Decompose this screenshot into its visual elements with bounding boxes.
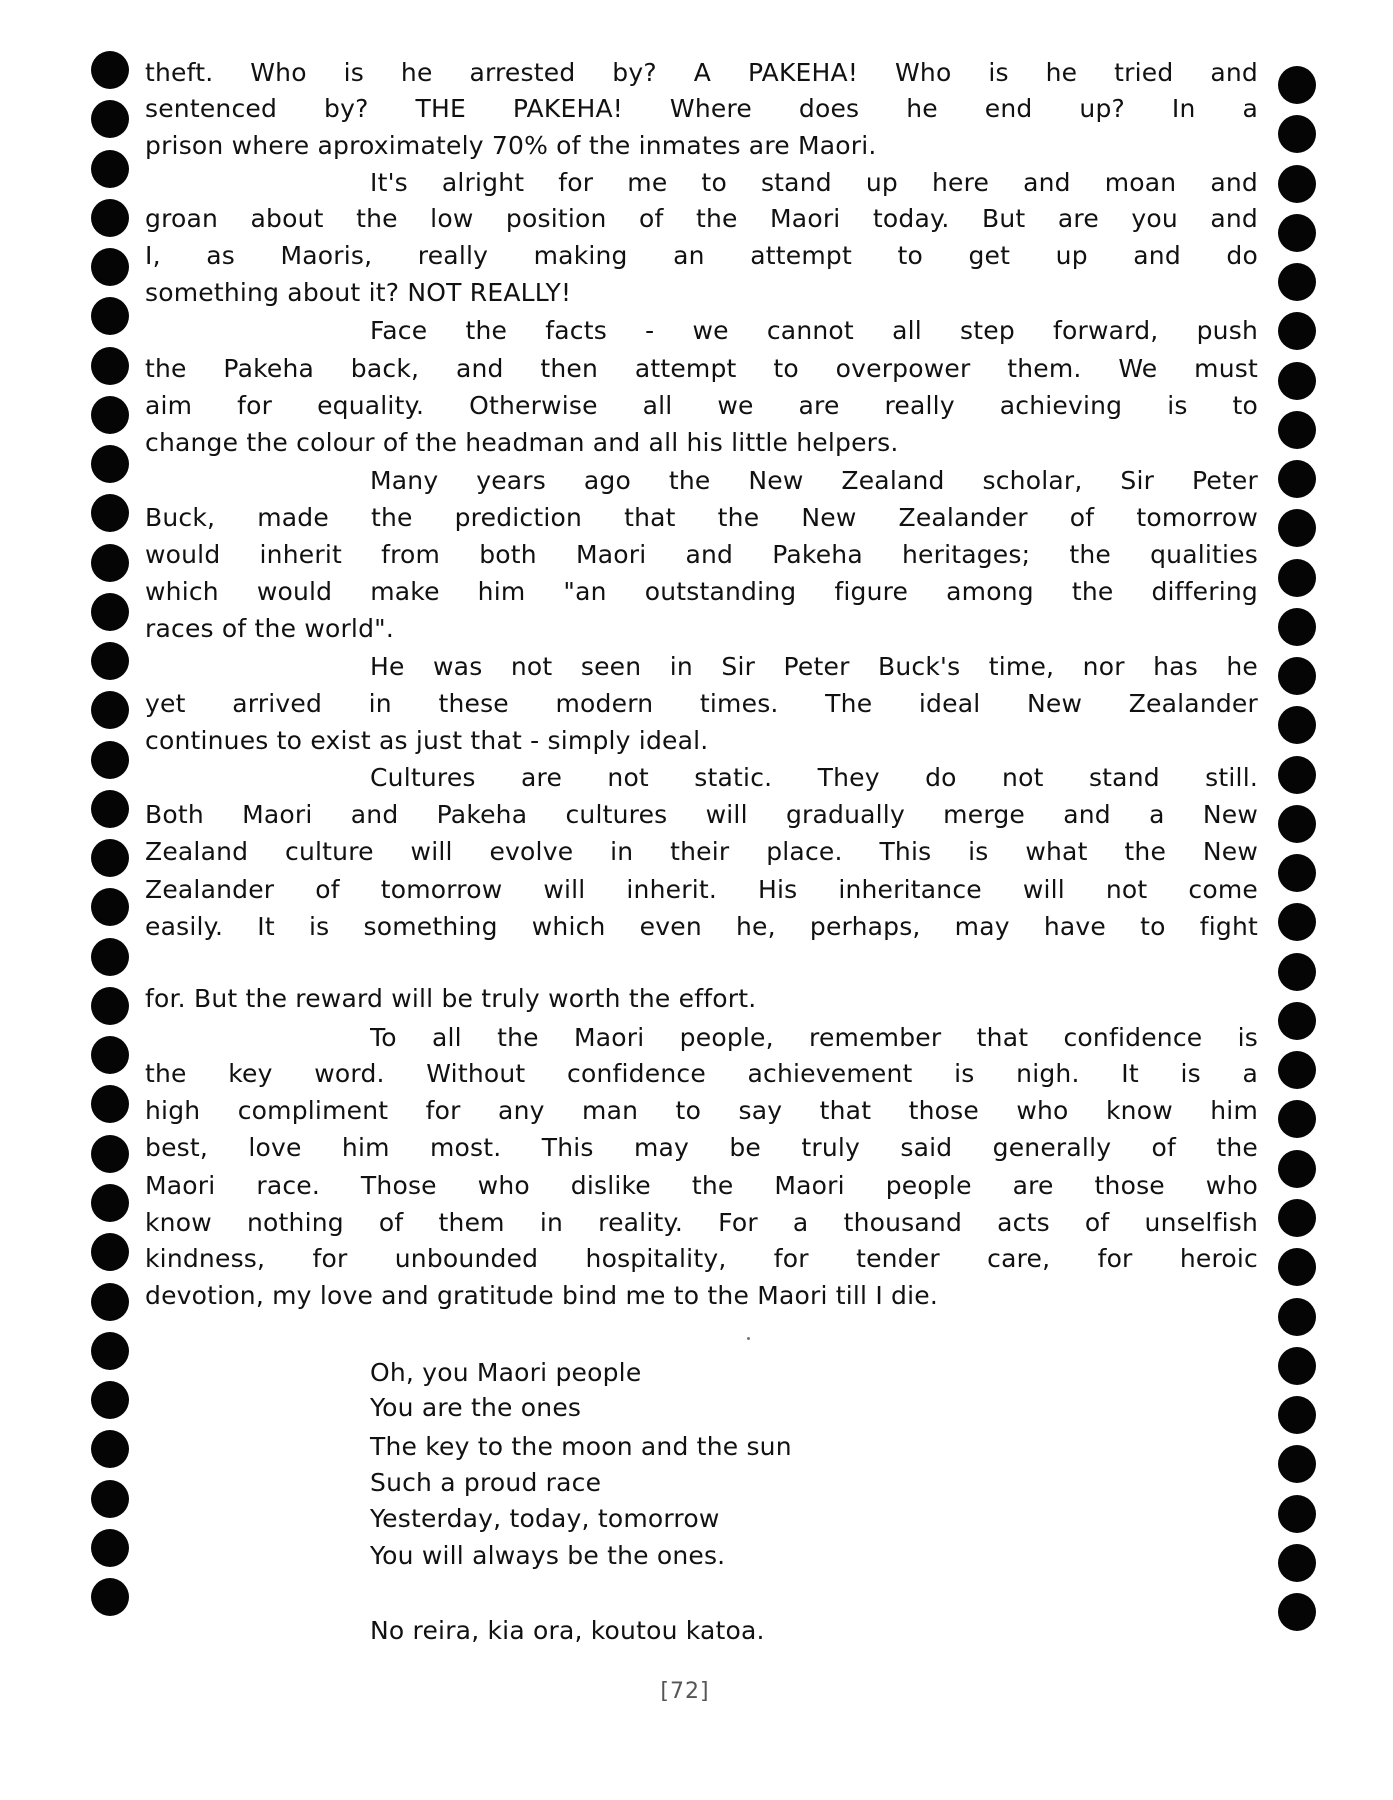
binding-hole — [91, 396, 129, 434]
binding-hole — [1278, 854, 1316, 892]
binding-hole — [1278, 706, 1316, 744]
binding-hole — [1278, 1544, 1316, 1582]
binding-hole — [91, 1135, 129, 1173]
poem-line: The key to the moon and the sun — [370, 1432, 792, 1461]
text-line: sentenced by? THE PAKEHA! Where does he end up? In a — [145, 94, 1258, 123]
binding-hole — [1278, 411, 1316, 449]
binding-hole — [91, 741, 129, 779]
text-line: for. But the reward will be truly worth the effort. — [145, 984, 757, 1013]
text-line: Zealander of tomorrow will inherit. His inheritance will not come — [145, 875, 1258, 904]
binding-hole — [1278, 362, 1316, 400]
binding-hole — [91, 347, 129, 385]
text-line: the Pakeha back, and then attempt to overpower them. We must — [145, 354, 1258, 383]
poem-line: You are the ones — [370, 1393, 582, 1422]
binding-hole — [91, 100, 129, 138]
binding-hole — [91, 199, 129, 237]
binding-hole — [1278, 214, 1316, 252]
binding-hole — [1278, 805, 1316, 843]
text-line: Maori race. Those who dislike the Maori people are those who — [145, 1171, 1258, 1200]
binding-hole — [91, 1233, 129, 1271]
left-binding-holes — [90, 0, 130, 1800]
text-line: devotion, my love and gratitude bind me to the Maori till I die. — [145, 1281, 938, 1310]
binding-hole — [91, 790, 129, 828]
binding-hole — [91, 297, 129, 335]
binding-hole — [91, 888, 129, 926]
binding-hole — [91, 1085, 129, 1123]
text-line: the key word. Without confidence achievement is nigh. It is a — [145, 1059, 1258, 1088]
text-line: would inherit from both Maori and Pakeha heritages; the qualities — [145, 540, 1258, 569]
binding-hole — [1278, 903, 1316, 941]
paragraph-first-line: It's alright for me to stand up here and moan and — [370, 168, 1258, 197]
text-line: Buck, made the prediction that the New Zealander of tomorrow — [145, 503, 1258, 532]
binding-hole — [1278, 1396, 1316, 1434]
text-line: change the colour of the headman and all his little helpers. — [145, 428, 899, 457]
text-line: easily. It is something which even he, perhaps, may have to fight — [145, 912, 1258, 941]
binding-hole — [91, 445, 129, 483]
text-line: which would make him "an outstanding figure among the differing — [145, 577, 1258, 606]
text-line: I, as Maoris, really making an attempt to get up and do — [145, 241, 1258, 270]
binding-hole — [1278, 1445, 1316, 1483]
closing-line: No reira, kia ora, koutou katoa. — [370, 1616, 765, 1645]
text-line: know nothing of them in reality. For a thousand acts of unselfish — [145, 1208, 1258, 1237]
binding-hole — [1278, 1495, 1316, 1533]
paragraph-first-line: Many years ago the New Zealand scholar, Sir Peter — [370, 466, 1258, 495]
binding-hole — [1278, 1593, 1316, 1631]
page-number: [72] — [660, 1679, 710, 1704]
binding-hole — [91, 1430, 129, 1468]
binding-hole — [1278, 165, 1316, 203]
text-line: continues to exist as just that - simply ideal. — [145, 726, 709, 755]
binding-hole — [1278, 657, 1316, 695]
text-line: something about it? NOT REALLY! — [145, 278, 572, 307]
binding-hole — [91, 938, 129, 976]
binding-hole — [1278, 1150, 1316, 1188]
binding-hole — [91, 1283, 129, 1321]
binding-hole — [1278, 460, 1316, 498]
paragraph-first-line: To all the Maori people, remember that confidence is — [370, 1023, 1258, 1052]
binding-hole — [1278, 66, 1316, 104]
text-line: races of the world". — [145, 614, 394, 643]
binding-hole — [91, 1578, 129, 1616]
poem-line: You will always be the ones. — [370, 1541, 726, 1570]
text-line: yet arrived in these modern times. The ideal New Zealander — [145, 689, 1258, 718]
binding-hole — [91, 494, 129, 532]
binding-hole — [1278, 1051, 1316, 1089]
text-line: Zealand culture will evolve in their place. This is what the New — [145, 837, 1258, 866]
binding-hole — [1278, 1248, 1316, 1286]
binding-hole — [1278, 756, 1316, 794]
binding-hole — [1278, 559, 1316, 597]
text-line: groan about the low position of the Maori today. But are you and — [145, 204, 1258, 233]
right-binding-holes — [1277, 0, 1317, 1800]
binding-hole — [1278, 1298, 1316, 1336]
binding-hole — [91, 544, 129, 582]
binding-hole — [91, 593, 129, 631]
binding-hole — [91, 1529, 129, 1567]
binding-hole — [91, 1184, 129, 1222]
binding-hole — [1278, 115, 1316, 153]
binding-hole — [91, 642, 129, 680]
paragraph-first-line: Face the facts - we cannot all step forward, push — [370, 316, 1258, 345]
scan-speck — [747, 1337, 750, 1340]
binding-hole — [91, 248, 129, 286]
binding-hole — [91, 150, 129, 188]
paragraph-first-line: He was not seen in Sir Peter Buck's time, nor has he — [370, 652, 1258, 681]
binding-hole — [91, 839, 129, 877]
binding-hole — [91, 987, 129, 1025]
binding-hole — [91, 691, 129, 729]
binding-hole — [91, 1036, 129, 1074]
text-line: theft. Who is he arrested by? A PAKEHA! Who is he tried and — [145, 58, 1258, 87]
text-line: high compliment for any man to say that those who know him — [145, 1096, 1258, 1125]
poem-line: Yesterday, today, tomorrow — [370, 1504, 720, 1533]
text-line: best, love him most. This may be truly said generally of the — [145, 1133, 1258, 1162]
paragraph-first-line: Cultures are not static. They do not stand still. — [370, 763, 1258, 792]
poem-line: Oh, you Maori people — [370, 1358, 642, 1387]
binding-hole — [1278, 509, 1316, 547]
binding-hole — [1278, 1347, 1316, 1385]
binding-hole — [1278, 263, 1316, 301]
binding-hole — [1278, 1002, 1316, 1040]
text-line: Both Maori and Pakeha cultures will gradually merge and a New — [145, 800, 1258, 829]
text-line: kindness, for unbounded hospitality, for tender care, for heroic — [145, 1244, 1258, 1273]
binding-hole — [1278, 1100, 1316, 1138]
text-line: aim for equality. Otherwise all we are really achieving is to — [145, 391, 1258, 420]
binding-hole — [91, 51, 129, 89]
binding-hole — [1278, 608, 1316, 646]
binding-hole — [91, 1381, 129, 1419]
binding-hole — [91, 1480, 129, 1518]
binding-hole — [1278, 1199, 1316, 1237]
binding-hole — [1278, 312, 1316, 350]
binding-hole — [91, 1332, 129, 1370]
poem-line: Such a proud race — [370, 1468, 602, 1497]
binding-hole — [1278, 953, 1316, 991]
text-line: prison where aproximately 70% of the inmates are Maori. — [145, 131, 877, 160]
